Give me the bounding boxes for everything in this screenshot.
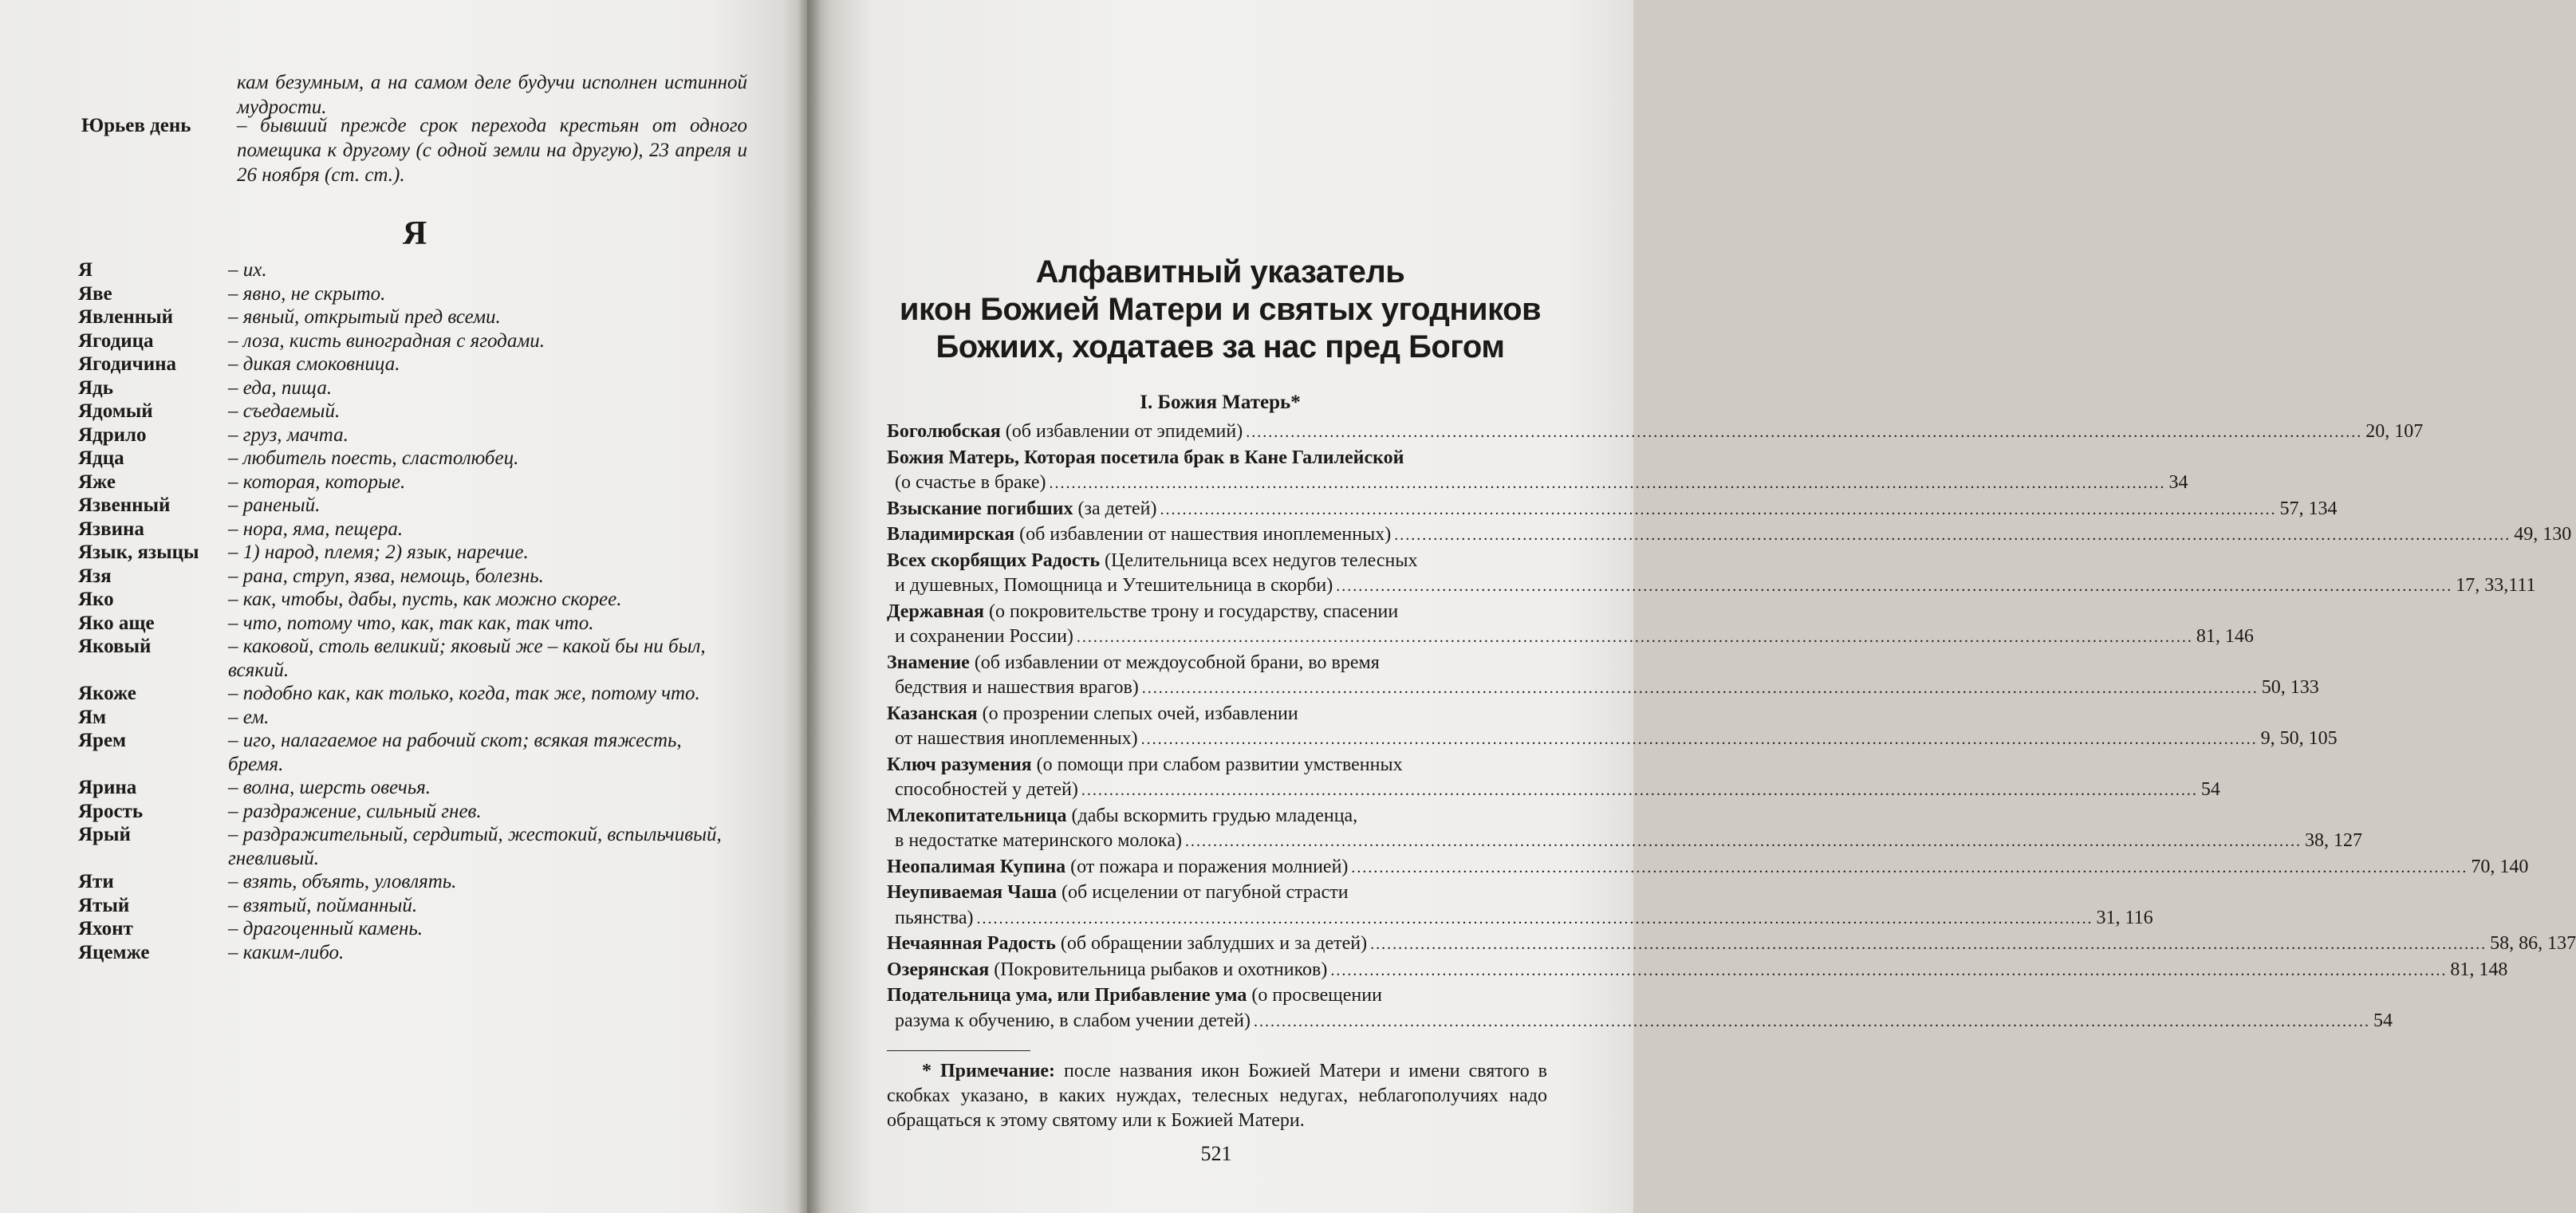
glossary-entry (78, 447, 748, 471)
glossary-definition: – груз, мачта. (228, 423, 349, 446)
index-entry-line (887, 497, 2338, 523)
glossary-entry (78, 800, 748, 824)
glossary-definition: – которая, которые. (228, 471, 406, 493)
index-entry (887, 419, 2424, 446)
section-heading: I. Божия Матерь* (1140, 392, 1301, 413)
page-references: 20, 107 (2365, 421, 2424, 442)
glossary-entry (78, 471, 748, 494)
index-entry-line (887, 727, 2338, 753)
index-entry-line (887, 573, 2536, 600)
glossary-definition: – съедаемый. (228, 400, 341, 422)
icon-purpose: бедствия и нашествия врагов) (895, 677, 1139, 698)
glossary-term: Яко (78, 589, 114, 610)
glossary-entry (78, 518, 748, 542)
index-title-line: икон Божией Матери и святых угодников (899, 292, 1542, 327)
index-entry (887, 651, 2319, 702)
glossary-definition: – каковой, столь великий; яковый же – какой бы ни был, всякий. (228, 636, 706, 681)
index-entry-line (887, 549, 1549, 574)
glossary-term: Яцемже (78, 941, 150, 963)
glossary-definition: – подобно как, как только, когда, так же, потому что. (228, 683, 700, 704)
index-entry-text (887, 446, 1404, 471)
glossary-entry (78, 682, 748, 706)
index-entry-line (887, 778, 2220, 804)
icon-purpose: (об избавлении от нашествия иноплеменных) (1014, 524, 1392, 545)
index-entry-text (895, 727, 1138, 752)
index-entry-text (887, 702, 1298, 727)
glossary-definition: – 1) народ, племя; 2) язык, наречие. (228, 542, 529, 563)
page-references: 31, 116 (2096, 907, 2153, 928)
icon-purpose: (дабы вскормить грудью младенца, (1066, 805, 1358, 826)
index-entry-text (895, 778, 1078, 803)
leader-dots: ........................................................................................................................................................................................................ (1076, 628, 2193, 646)
icon-purpose: от нашествия иноплеменных) (895, 728, 1138, 749)
icon-name: Неопалимая Купина (887, 856, 1066, 877)
glossary-entry (78, 282, 748, 306)
glossary-term: Ярина (78, 777, 137, 798)
glossary-term: Ярем (78, 730, 127, 751)
icon-name: Боголюбская (887, 421, 1001, 442)
glossary-entry (78, 729, 748, 776)
index-entry-text (887, 958, 1327, 983)
footnote (887, 1059, 1547, 1133)
page-references: 81, 146 (2196, 626, 2254, 647)
icon-name: Нечаянная Радость (887, 933, 1056, 954)
index-entry-line (887, 855, 2529, 881)
glossary-entry (78, 541, 748, 565)
index-entry-text (887, 419, 1243, 445)
footnote-text: после названия икон Божией Матери и имени святого в скобках указано, в каких нуждах, телесных недугах, неблагополучиях надо обращаться к этому святому или к Божией Матери. (887, 1061, 1547, 1131)
index-entry (887, 446, 2188, 497)
glossary-definition: – их. (228, 259, 267, 281)
glossary-entry (78, 870, 748, 894)
icon-purpose: пьянства) (895, 907, 974, 928)
index-entry-line (887, 675, 2319, 702)
glossary-entry (78, 400, 748, 423)
glossary-entry (78, 894, 748, 918)
icon-name: Знамение (887, 652, 970, 673)
page-references: 9, 50, 105 (2260, 728, 2338, 749)
icon-name: Всех скорбящих Радость (887, 549, 1101, 571)
leader-dots: ........................................................................................................................................................................................................ (1246, 423, 2363, 441)
page-references: 17, 33,111 (2456, 575, 2536, 596)
index-entry-text (895, 624, 1073, 650)
index-entry-text (887, 549, 1418, 574)
leader-dots: ........................................................................................................................................................................................................ (1160, 500, 2277, 518)
index-entry-text (887, 651, 1380, 676)
glossary-term: Язвина (78, 518, 144, 540)
index-entry-line (887, 702, 1549, 727)
glossary-term: Ям (78, 706, 107, 728)
index-entry-line (887, 958, 2508, 984)
glossary-entry (78, 941, 748, 965)
glossary-definition: – лоза, кисть виноградная с ягодами. (228, 329, 546, 352)
icon-name: Млекопитательница (887, 805, 1067, 826)
icon-purpose: (о прозрении слепых очей, избавлении (977, 703, 1298, 724)
leader-dots: ........................................................................................................................................................................................................ (1140, 731, 2258, 748)
glossary-term: Ярость (78, 800, 144, 822)
leader-dots: ........................................................................................................................................................................................................ (1253, 1012, 2370, 1030)
index-entry (887, 855, 2529, 881)
index-entry (887, 522, 2572, 549)
icon-purpose: (о помощи при слабом развитии умственных (1031, 754, 1403, 775)
glossary-entry (78, 635, 748, 682)
page-references: 49, 130 (2514, 524, 2572, 545)
icon-purpose: (о покровительстве трону и государству, спасении (983, 601, 1399, 622)
page-references: 50, 133 (2261, 677, 2319, 698)
index-entry-line (887, 651, 1549, 676)
glossary-entry (78, 352, 748, 376)
glossary-definition: – ем. (228, 706, 270, 728)
index-entry-text (895, 471, 1046, 496)
glossary-term: Яже (78, 471, 116, 493)
glossary-definition: – драгоценный камень. (228, 918, 423, 939)
icon-purpose: (о счастье в браке) (895, 472, 1046, 493)
index-entry (887, 931, 2576, 958)
index-entry (887, 600, 2254, 651)
icon-purpose: (от пожара и поражения молнией) (1065, 856, 1349, 877)
icon-name: Ключ разумения (887, 754, 1032, 775)
glossary-term: Ядца (78, 447, 124, 469)
glossary-entry (78, 706, 748, 730)
leader-dots: ........................................................................................................................................................................................................ (1081, 782, 2198, 799)
leader-dots: ........................................................................................................................................................................................................ (1141, 679, 2259, 697)
index-entry-line (887, 522, 2572, 549)
footnote-rule (887, 1050, 1030, 1051)
index-entry (887, 753, 2220, 804)
icon-purpose: и сохранении России) (895, 626, 1073, 647)
glossary-term: Яве (78, 282, 112, 305)
glossary-term: Юрьев день (81, 115, 191, 136)
icon-name: Неупиваемая Чаша (887, 882, 1058, 903)
icon-purpose: (об избавлении от эпидемий) (1000, 421, 1243, 442)
page-references: 38, 127 (2305, 830, 2362, 851)
letter-heading: Я (402, 215, 427, 252)
glossary-term: Яти (78, 871, 114, 892)
page-references: 70, 140 (2471, 856, 2529, 877)
page-references: 54 (2373, 1010, 2393, 1031)
footnote-label: * Примечание: (922, 1061, 1056, 1081)
icon-name: Божия Матерь, Которая посетила брак в Кане Галилейской (887, 447, 1404, 468)
glossary-term: Яхонт (78, 918, 133, 939)
index-entry-text (887, 753, 1403, 778)
leader-dots: ........................................................................................................................................................................................................ (1185, 833, 2302, 850)
index-entry-text (895, 573, 1333, 599)
index-entry-text (887, 855, 1348, 880)
icon-purpose: (Покровительница рыбаков и охотников) (989, 959, 1328, 980)
index-entry-text (895, 1009, 1251, 1034)
glossary-definition: – раздражение, сильный гнев. (228, 800, 482, 822)
index-entry-line (887, 931, 2576, 958)
leader-dots: ........................................................................................................................................................................................................ (1370, 935, 2487, 953)
glossary-entry (78, 612, 748, 636)
index-entry-line (887, 880, 1549, 906)
index-entry-text (887, 880, 1349, 906)
glossary-definition: – любитель поесть, сластолюбец. (228, 447, 519, 469)
glossary-term: Ягодичина (78, 353, 177, 375)
icon-name: Владимирская (887, 524, 1015, 545)
glossary-term: Ядомый (78, 400, 153, 422)
icon-purpose: (за детей) (1073, 498, 1157, 519)
page-number: 521 (1200, 1142, 1232, 1165)
glossary-definition: – нора, яма, пещера. (228, 518, 404, 540)
icon-purpose: (об обращении заблудших и за детей) (1055, 933, 1368, 954)
page-references: 81, 148 (2450, 959, 2508, 980)
index-entry (887, 983, 2393, 1034)
glossary-entry (78, 917, 748, 941)
glossary-entry (78, 305, 748, 329)
index-title-line: Божиих, ходатаев за нас пред Богом (935, 329, 1505, 364)
icon-name: Подательница ума, или Прибавление ума (887, 985, 1247, 1006)
glossary-definition: – иго, налагаемое на рабочий скот; всякая тяжесть, бремя. (228, 730, 682, 775)
index-entry-line (887, 829, 2362, 855)
glossary-definition: – каким-либо. (228, 941, 345, 963)
glossary-term: Якоже (78, 683, 136, 704)
glossary-definition: – волна, шерсть овечья. (228, 777, 431, 798)
icon-name: Державная (887, 601, 984, 622)
index-entry (887, 549, 2536, 600)
glossary-entry (78, 329, 748, 353)
index-entry-text (887, 931, 1367, 957)
index-entry-text (895, 906, 973, 931)
page-references: 58, 86, 137 (2490, 933, 2576, 954)
index-entry (887, 958, 2508, 984)
index-entry-text (887, 804, 1357, 829)
index-entry (887, 702, 2338, 753)
glossary-term: Ядрило (78, 423, 147, 446)
glossary-term: Ядь (78, 376, 113, 399)
glossary-term: Явленный (78, 306, 174, 328)
glossary-entry (78, 258, 748, 282)
glossary-definition: – взять, объять, уловлять. (228, 871, 457, 892)
index-entry-text (887, 497, 1156, 522)
page-references: 34 (2168, 472, 2188, 493)
glossary-term: Я (78, 259, 93, 281)
icon-purpose: разума к обучению, в слабом учении детей) (895, 1010, 1251, 1031)
glossary-entry (78, 776, 748, 800)
glossary-definition: – рана, струп, язва, немощь, болезнь. (228, 565, 544, 587)
index-title-line: Алфавитный указатель (1035, 254, 1405, 289)
index-entry-line (887, 471, 2188, 497)
glossary-entry (78, 823, 748, 870)
glossary-entry (78, 494, 748, 518)
index-entry-line (887, 906, 2153, 932)
leader-dots: ........................................................................................................................................................................................................ (1330, 961, 2448, 979)
glossary-definition: – раненый. (228, 494, 321, 516)
icon-name: Взыскание погибших (887, 498, 1073, 519)
leader-dots: ........................................................................................................................................................................................................ (1049, 475, 2166, 492)
icon-index-list (887, 419, 2576, 1034)
icon-purpose: (о просвещении (1247, 985, 1382, 1006)
glossary-entry (78, 423, 748, 447)
index-entry (887, 804, 2362, 855)
glossary-definition: – что, потому что, как, так как, так что. (228, 612, 594, 634)
book-gutter (798, 0, 821, 1213)
index-entry-text (887, 600, 1398, 625)
glossary-definition: – явный, открытый пред всеми. (228, 306, 501, 328)
index-entry-text (887, 522, 1391, 548)
icon-purpose: (Целительница всех недугов телесных (1100, 549, 1418, 571)
leader-dots: ........................................................................................................................................................................................................ (1394, 526, 2511, 544)
icon-purpose: (об избавлении от междоусобной брани, во время (969, 652, 1380, 673)
index-entry-text (895, 829, 1182, 854)
glossary-term: Ярый (78, 824, 131, 845)
glossary-entry (78, 376, 748, 400)
index-entry-line (887, 624, 2254, 651)
index-entry (887, 880, 2153, 931)
glossary-definition: – раздражительный, сердитый, жестокий, вспыльчивый, гневливый. (228, 824, 722, 869)
left-page (0, 0, 807, 1213)
index-entry-line (887, 600, 1549, 625)
glossary-definition: – явно, не скрыто. (228, 282, 386, 305)
icon-purpose: способностей у детей) (895, 779, 1078, 800)
index-entry (887, 497, 2338, 523)
glossary-definition: – еда, пища. (228, 376, 333, 399)
glossary-term: Язя (78, 565, 112, 587)
index-entry-line (887, 419, 2424, 446)
glossary-entry (78, 588, 748, 612)
leader-dots: ........................................................................................................................................................................................................ (976, 909, 2093, 927)
glossary-definition: – взятый, пойманный. (228, 894, 418, 916)
leader-dots: ........................................................................................................................................................................................................ (1351, 858, 2468, 876)
glossary-term: Язык, языцы (78, 542, 199, 563)
icon-purpose: (об исцелении от пагубной страсти (1057, 882, 1349, 903)
page-references: 54 (2200, 779, 2220, 800)
continued-definition: кам безумным, а на самом деле будучи исполнен истинной мудрости. (237, 72, 747, 118)
glossary-term: Ягодица (78, 329, 154, 352)
index-entry-line (887, 804, 1549, 829)
glossary-entry (78, 565, 748, 589)
glossary-definition: – как, чтобы, дабы, пусть, как можно скорее. (228, 589, 622, 610)
index-entry-line (887, 1009, 2393, 1035)
glossary-term: Язвенный (78, 494, 171, 516)
index-entry-text (895, 675, 1139, 701)
leader-dots: ........................................................................................................................................................................................................ (1336, 577, 2453, 595)
icon-purpose: и душевных, Помощница и Утешительница в скорби) (895, 575, 1333, 596)
index-title (861, 254, 1579, 366)
index-entry-line (887, 446, 1549, 471)
icon-purpose: в недостатке материнского молока) (895, 830, 1182, 851)
glossary-list (78, 258, 748, 964)
glossary-term: Яко аще (78, 612, 155, 634)
index-entry-line (887, 753, 1549, 778)
index-entry-line (887, 983, 1549, 1009)
glossary-definition: – бывший прежде срок перехода крестьян от одного помещика к другому (с одной земли на другую), 23 апреля и 26 ноября (ст. ст.). (237, 115, 747, 186)
icon-name: Озерянская (887, 959, 990, 980)
page-references: 57, 134 (2279, 498, 2338, 519)
glossary-term: Яковый (78, 636, 152, 657)
icon-name: Казанская (887, 703, 978, 724)
glossary-term: Ятый (78, 894, 130, 916)
index-entry-text (887, 983, 1382, 1009)
glossary-definition: – дикая смоковница. (228, 353, 400, 375)
